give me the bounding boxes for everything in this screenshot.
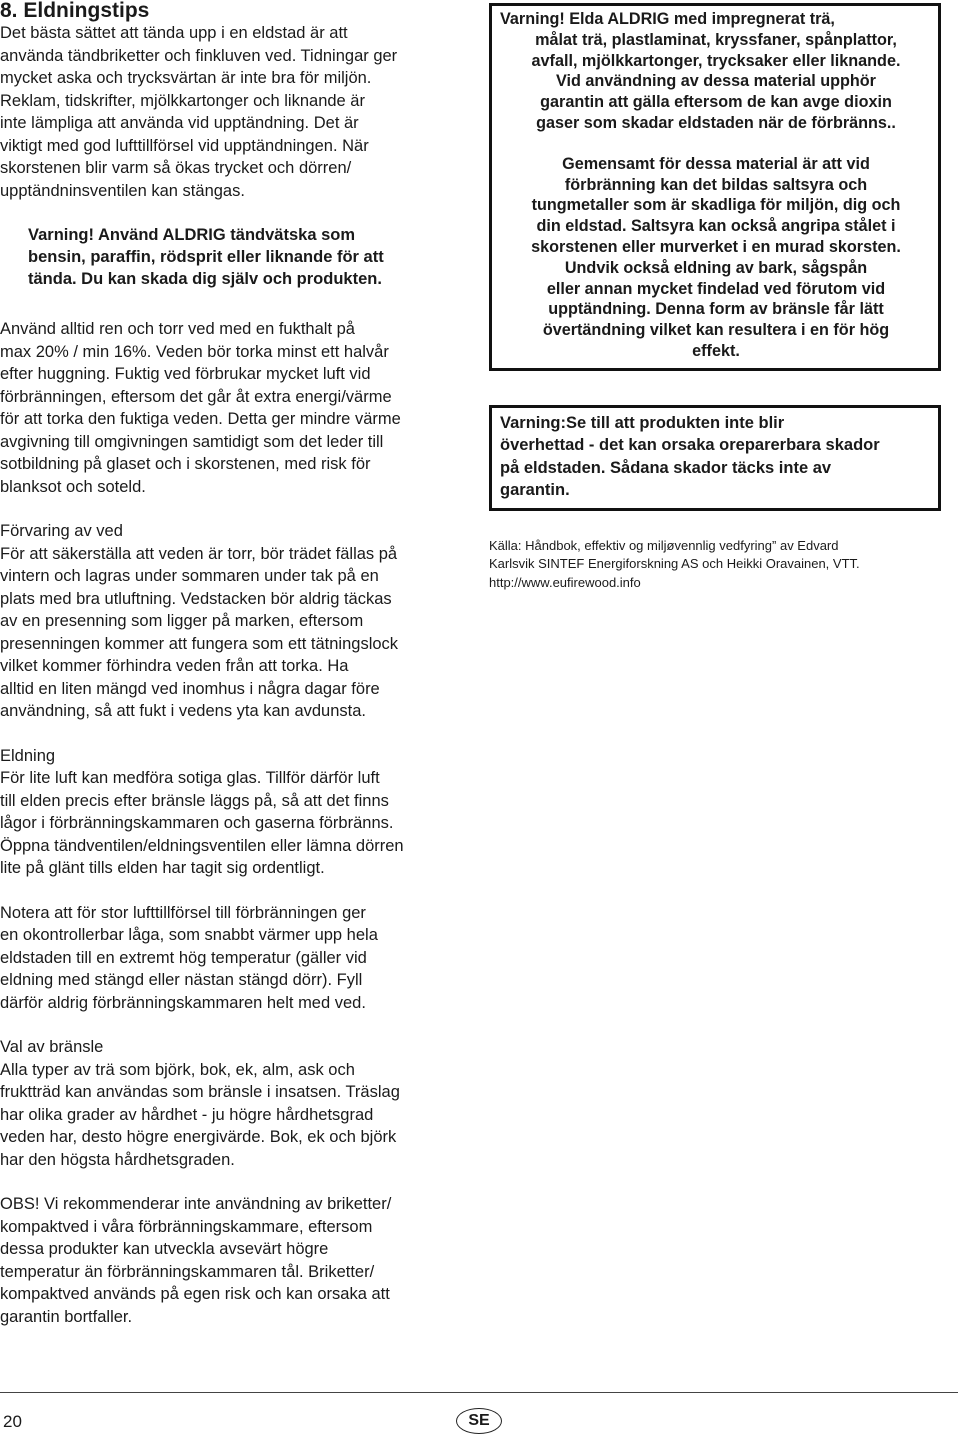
text-line: vilket kommer förhindra veden från att torka. Ha [0,657,349,675]
language-badge: SE [456,1408,502,1434]
text-line: presenningen kommer att fungera som ett tätningslock [0,634,399,653]
text-line: lågor i förbränningskammaren och gaserna förbränns. [0,814,394,832]
text-line: Reklam, tidskrifter, mjölkkartonger och liknande är [0,91,365,110]
text-line: övertändning vilket kan resultera i en för hög [542,321,890,340]
text-line: Varning! Använd ALDRIG tändvätska som [28,226,356,244]
storage-heading: Förvaring av ved [0,522,123,540]
text-line: viktigt med god lufttillförsel vid upptändningen. När [0,136,369,155]
text-line: För att säkerställa att veden är torr, bör trädet fällas på [0,544,398,563]
text-line: skorstenen blir varm så ökas trycket och dörren/ [0,159,352,177]
intro-paragraph [0,22,470,202]
moisture-paragraph [0,318,470,498]
text-line: max 20% / min 16%. Veden bör torka minst ett halvår [0,342,389,361]
text-line: eldning med stängd eller nästan stängd dörr). Fyll [0,971,363,989]
text-line: OBS! Vi rekommenderar inte användning av briketter/ [0,1195,392,1213]
text-line: din eldstad. Saltsyra kan också angripa stålet i [536,217,896,236]
text-line: använda tändbriketter och finkluven ved. Tidningar ger [0,46,398,65]
text-line: Varning:Se till att produkten inte blir [500,413,785,432]
text-line: effekt. [692,341,740,360]
text-line: garantin bortfaller. [0,1307,133,1326]
text-line: Varning! Elda ALDRIG med impregnerat trä, [500,10,835,28]
text-line: eldstaden till en extremt hög temperatur (gäller vid [0,948,367,967]
text-line: kompaktved används på egen risk och kan orsaka att [0,1285,390,1303]
left-column [0,0,470,1328]
overheat-warning-box [489,405,941,511]
text-line: Gemensamt för dessa material är att vid [562,154,870,173]
source-link[interactable]: http://www.eufirewood.info [489,574,641,590]
firing-heading: Eldning [0,746,56,765]
text-line: för att torka den fuktiga veden. Detta ger mindre värme [0,410,401,428]
text-line: förbränningen, eftersom det går åt extra energi/värme [0,387,392,406]
text-line: på eldstaden. Sådana skador täcks inte av [500,458,832,477]
text-line: plats med bra utluftning. Vedstacken bör aldrig täckas [0,589,392,608]
text-line: temperatur än förbränningskammaren tål. Briketter/ [0,1262,375,1281]
text-line: efter huggning. Fuktig ved förbrukar mycket luft vid [0,365,371,383]
text-line: Vid användning av dessa material upphör [556,72,876,91]
text-line: eller annan mycket findelad ved förutom vid [546,279,886,298]
right-column [489,0,944,592]
text-line: tungmetaller som är skadliga för miljön, dig och [531,196,901,215]
text-line: garantin att gälla eftersom de kan avge dioxin [540,93,892,112]
text-line: bensin, paraffin, rödsprit eller liknande för att [28,248,384,266]
text-line: skorstenen eller murverket i en murad skorsten. [531,237,901,256]
text-line: För lite luft kan medföra sotiga glas. Tillför därför luft [0,769,380,787]
text-line: upptändning. Denna form av bränsle får lätt [548,300,884,319]
text-line: Öppna tändventilen/eldningsventilen eller lämna dörren [0,836,404,855]
obs-paragraph [0,1193,470,1328]
text-line: användning, så att fukt i vedens yta kan avdunsta. [0,702,366,720]
text-line: Notera att för stor lufttillförsel till förbränningen ger [0,903,366,922]
text-line: avgivning till omgivningen samtidigt som det leder till [0,432,384,451]
text-line: mycket aska och trycksvärtan är inte bra för miljön. [0,69,372,87]
text-line: sotbildning på glaset och i skorstenen, med risk för [0,455,371,473]
text-line: förbränning kan det bildas saltsyra och [564,175,868,194]
firing-section [0,745,470,880]
text-line: en okontrollerbar låga, som snabbt värmer upp hela [0,926,378,944]
text-line: har olika grader av hårdhet - ju högre hårdhetsgrad [0,1105,374,1124]
text-line: målat trä, plastlaminat, kryssfaner, spånplattor, [535,30,897,49]
fuel-section [0,1036,470,1171]
text-line: upptändninsventilen kan stängas. [0,181,245,200]
text-line: alltid en liten mängd ved inomhus i några dagar före [0,679,380,698]
text-line: dessa produkter kan utveckla avsevärt högre [0,1240,329,1258]
text-line: blanksot och soteld. [0,477,146,496]
text-line: kompaktved i våra förbränningskammare, eftersom [0,1217,373,1236]
text-line: inte lämpliga att använda vid upptändning. Det är [0,114,359,132]
text-line: vintern och lagras under sommaren under tak på en [0,567,379,585]
text-line: fruktträd kan användas som bränsle i insatsen. Träslag [0,1083,400,1101]
fuel-heading: Val av bränsle [0,1038,104,1056]
treated-wood-warning-box [489,3,941,371]
text-line: gaser som skadar eldstaden när de förbränns.. [536,113,896,132]
text-line: överhettad - det kan orsaka oreparerbara skador [500,436,880,455]
text-line: har den högsta hårdhetsgraden. [0,1150,235,1169]
section-title: 8. Eldningstips [0,0,150,22]
lighter-fluid-warning [28,224,448,290]
text-line: Karlsvik SINTEF Energiforskning AS och Heikki Oravainen, VTT. [489,556,860,572]
text-line: till elden precis efter bränsle läggs på, så att det finns [0,791,389,810]
text-line: veden har, desto högre energivärde. Bok, ek och björk [0,1128,397,1146]
storage-section [0,520,470,723]
text-line: avfall, mjölkkartonger, trycksaker eller liknande. [531,51,901,70]
text-line: tända. Du kan skada dig själv och produkten. [28,270,382,288]
text-line: garantin. [500,481,570,500]
footer-divider [0,1392,958,1393]
text-line: Källa: Håndbok, effektiv og miljøvennlig vedfyring” av Edvard [489,537,839,553]
source-citation [489,537,944,593]
spacer [500,134,932,154]
text-line: Det bästa sättet att tända upp i en eldstad är att [0,24,348,42]
text-line: Undvik också eldning av bark, sågspån [564,258,868,277]
text-line: Använd alltid ren och torr ved med en fukthalt på [0,320,355,338]
text-line: därför aldrig förbränningskammaren helt med ved. [0,993,366,1012]
text-line: av en presenning som ligger på marken, eftersom [0,612,364,630]
text-line: lite på glänt tills elden har tagit sig ordentligt. [0,859,325,877]
page-number: 20 [3,1412,22,1431]
text-line: Alla typer av trä som björk, bok, ek, alm, ask och [0,1060,355,1079]
air-note-paragraph [0,902,470,1015]
